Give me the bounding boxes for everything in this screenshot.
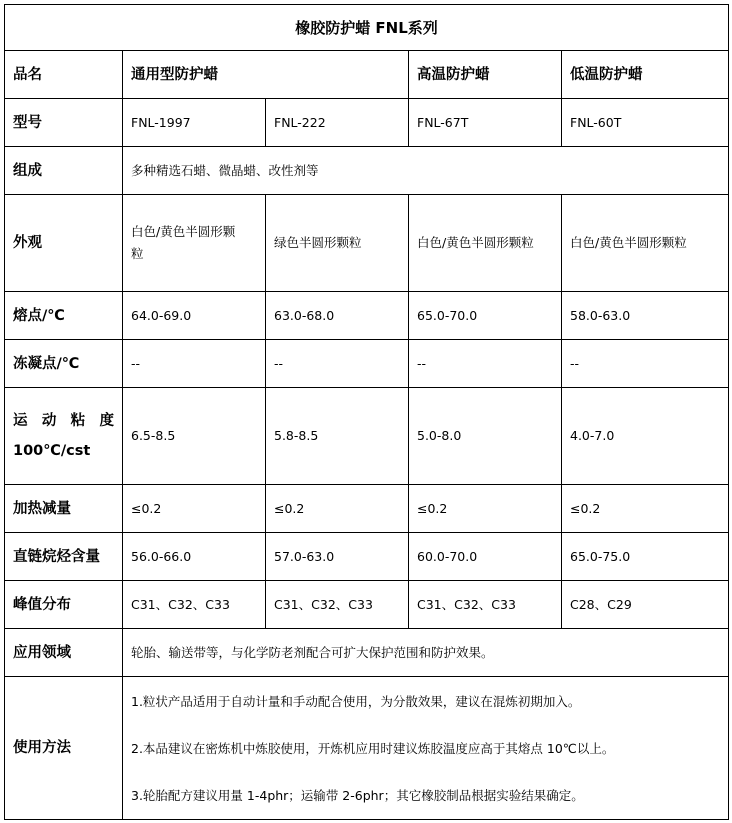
table-row-freezing-point [5, 340, 729, 388]
cell-value: 65.0-70.0 [409, 292, 562, 340]
title-row [5, 5, 729, 51]
row-label-freezing-point: 冻凝点/℃ [5, 340, 123, 388]
usage-item: 1.粒状产品适用于自动计量和手动配合使用，为分散效果，建议在混炼初期加入。 [131, 693, 581, 709]
cell-value: ≤0.2 [562, 485, 729, 533]
spec-table [4, 4, 729, 820]
header-general-wax: 通用型防护蜡 [123, 51, 409, 99]
cell-value: ≤0.2 [123, 485, 266, 533]
header-high-temp-wax: 高温防护蜡 [409, 51, 562, 99]
cell-value: -- [409, 340, 562, 388]
table-row-appearance [5, 195, 729, 292]
table-row-application [5, 629, 729, 677]
cell-value: 56.0-66.0 [123, 533, 266, 581]
cell-value: 65.0-75.0 [562, 533, 729, 581]
row-label-composition: 组成 [5, 147, 123, 195]
cell-value: FNL-1997 [123, 99, 266, 147]
viscosity-label-line2: 100℃/cst [13, 443, 91, 459]
cell-value: 63.0-68.0 [266, 292, 409, 340]
table-row-viscosity [5, 388, 729, 485]
table-title: 橡胶防护蜡 FNL系列 [5, 5, 729, 51]
table-row-composition [5, 147, 729, 195]
table-row-n-alkane [5, 533, 729, 581]
row-label-usage: 使用方法 [5, 677, 123, 820]
row-label-model: 型号 [5, 99, 123, 147]
cell-value: 绿色半圆形颗粒 [266, 195, 409, 292]
cell-value: 58.0-63.0 [562, 292, 729, 340]
table-row-model [5, 99, 729, 147]
usage-cell [123, 677, 729, 820]
cell-value: 4.0-7.0 [562, 388, 729, 485]
table-row-heating-loss [5, 485, 729, 533]
table-row-peak [5, 581, 729, 629]
cell-value: 5.0-8.0 [409, 388, 562, 485]
header-row [5, 51, 729, 99]
cell-value: 白色/黄色半圆形颗粒 [562, 195, 729, 292]
cell-value: 64.0-69.0 [123, 292, 266, 340]
cell-value: -- [562, 340, 729, 388]
cell-value: FNL-67T [409, 99, 562, 147]
cell-value: -- [123, 340, 266, 388]
cell-value: C31、C32、C33 [123, 581, 266, 629]
table-row-melting-point [5, 292, 729, 340]
cell-value: ≤0.2 [409, 485, 562, 533]
cell-value: ≤0.2 [266, 485, 409, 533]
cell-value: 6.5-8.5 [123, 388, 266, 485]
row-label-viscosity [5, 388, 123, 485]
table-row-usage [5, 677, 729, 820]
cell-value: 白色/黄色半圆形颗粒 [123, 195, 266, 292]
cell-value: 57.0-63.0 [266, 533, 409, 581]
row-label-melting-point: 熔点/℃ [5, 292, 123, 340]
row-label-appearance: 外观 [5, 195, 123, 292]
header-low-temp-wax: 低温防护蜡 [562, 51, 729, 99]
row-label-product-name: 品名 [5, 51, 123, 99]
row-label-application: 应用领域 [5, 629, 123, 677]
row-label-n-alkane: 直链烷烃含量 [5, 533, 123, 581]
cell-value: FNL-60T [562, 99, 729, 147]
row-label-heating-loss: 加热减量 [5, 485, 123, 533]
cell-value: FNL-222 [266, 99, 409, 147]
cell-value: 多种精选石蜡、微晶蜡、改性剂等 [123, 147, 729, 195]
row-label-peak: 峰值分布 [5, 581, 123, 629]
cell-value: C31、C32、C33 [409, 581, 562, 629]
cell-value: -- [266, 340, 409, 388]
usage-item: 2.本品建议在密炼机中炼胶使用，开炼机应用时建议炼胶温度应高于其熔点 10℃以上。 [131, 740, 615, 756]
viscosity-label-line1: 运动粘度 [13, 413, 114, 429]
usage-item: 3.轮胎配方建议用量 1-4phr；运输带 2-6phr；其它橡胶制品根据实验结果确定。 [131, 787, 584, 803]
cell-value: 白色/黄色半圆形颗粒 [409, 195, 562, 292]
cell-value: 60.0-70.0 [409, 533, 562, 581]
cell-value: C31、C32、C33 [266, 581, 409, 629]
cell-value: 5.8-8.5 [266, 388, 409, 485]
cell-value: C28、C29 [562, 581, 729, 629]
cell-value: 轮胎、输送带等，与化学防老剂配合可扩大保护范围和防护效果。 [123, 629, 729, 677]
